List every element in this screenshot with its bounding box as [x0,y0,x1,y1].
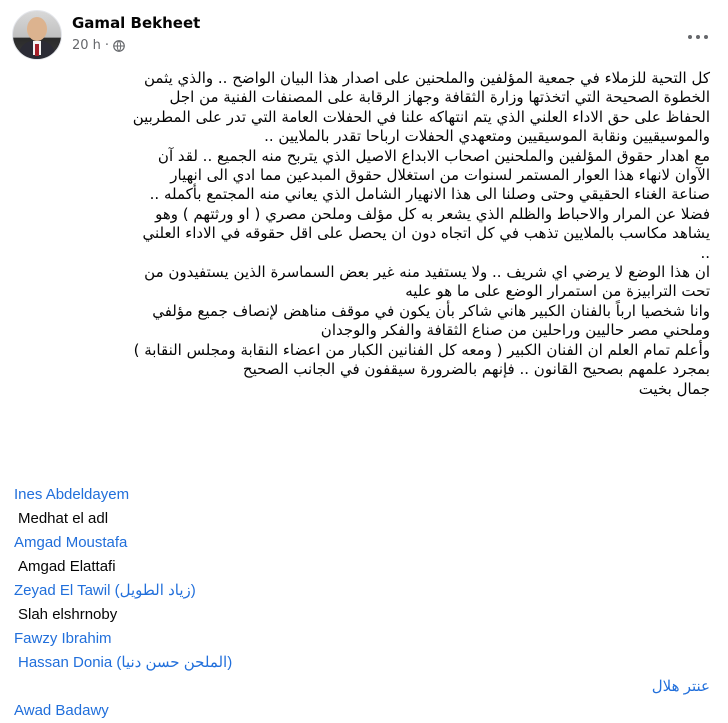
post-line: بمجرد علمهم بصحيح القانون .. فإنهم بالضرورة سيقفون في الجانب الصحيح [242,360,710,379]
post-meta [72,38,125,53]
post-line: الحفاظ على حق الاداء العلني الذي يتم انتهاكه علنا في الحفلات العامة التي تدر على المطربين [132,107,710,126]
post-line: جمال بخيت [638,379,710,398]
post-line: تحت الترابيزة من استمرار الوضع على ما هو عليه [405,282,710,301]
post-line: الخطوة الصحيحة التي اتخذتها وزارة الثقافة وجهاز الرقابة على المصنفات الفنية من اجل [169,88,710,107]
post-line: يشاهد مكاسب بالملايين تذهب في كل اتجاه دون ان يحصل على اقل حقوقه في الاداء العلني [142,224,710,243]
post-line: وانا شخصيا ارباً بالفنان الكبير هاني شاكر بأن يكون في موقف مناهض لإنصاف جميع مؤلفي [152,301,710,320]
mention-text: Slah elshrnoby [18,606,118,623]
post-line: وأعلم تمام العلم ان الفنان الكبير ( ومعه كل الفنانين الكبار من اعضاء النقابة ومجلس النقابة ) [133,340,710,359]
globe-icon[interactable] [113,40,125,52]
post-line: فضلا عن المرار والاحباط والظلم الذي يشعر به كل مؤلف وملحن مصري ( او ورثتهم ) وهو [155,204,710,223]
post-time[interactable]: 20 h [72,38,101,53]
mention-link[interactable]: Ines Abdeldayem [14,486,130,503]
mention-link[interactable]: Awad Badawy [14,702,109,719]
mention-link[interactable]: عنتر هلال [651,678,710,695]
author-avatar[interactable] [12,10,62,60]
post-line: الآوان لانهاء هذا العوار المستمر لسنوات من استغلال حقوق المبدعين مما ادي الى انهيار [170,166,710,185]
post-line: والموسيقيين ونقابة الموسيقيين ومتعهدي الحفلات ارباحا تقدر بالملايين .. [264,127,710,146]
mention-link[interactable]: Amgad Moustafa [14,534,128,551]
author-name[interactable]: Gamal Bekheet [72,14,201,32]
post-line: وملحني مصر حاليين وراحلين من صناع الثقافة والفكر والوجدان [320,321,710,340]
mention-text: Amgad Elattafi [18,558,116,575]
mention-text: Medhat el adl [18,510,109,527]
post-line: ان هذا الوضع لا يرضي اي شريف .. ولا يستفيد منه غير بعض السماسرة الذين يستفيدون من [144,263,710,282]
more-icon[interactable] [686,24,712,38]
post-line: مع اهدار حقوق المؤلفين والملحنين اصحاب الابداع الاصيل الذي يتربح منه الجميع .. لقد آن [157,146,710,165]
post-line: كل التحية للزملاء في جمعية المؤلفين والملحنين على اصدار هذا البيان الواضح .. والذي يثمن [143,69,710,87]
mention-link[interactable]: Zeyad El Tawil (زياد الطويل) [14,582,196,599]
mentions-list [14,483,714,723]
post-line: صناعة الغناء الحقيقي وحتى وصلنا الى هذا الانهيار الشامل الذي يعاني منه المجتمع بأكمله .. [149,185,710,204]
meta-separator: · [104,38,110,53]
mention-link[interactable]: Hassan Donia (الملحن حسن دنيا) [18,654,233,671]
post-line: .. [700,243,710,262]
post-body [12,69,710,399]
post-header [12,10,716,60]
mention-link[interactable]: Fawzy Ibrahim [14,630,112,647]
